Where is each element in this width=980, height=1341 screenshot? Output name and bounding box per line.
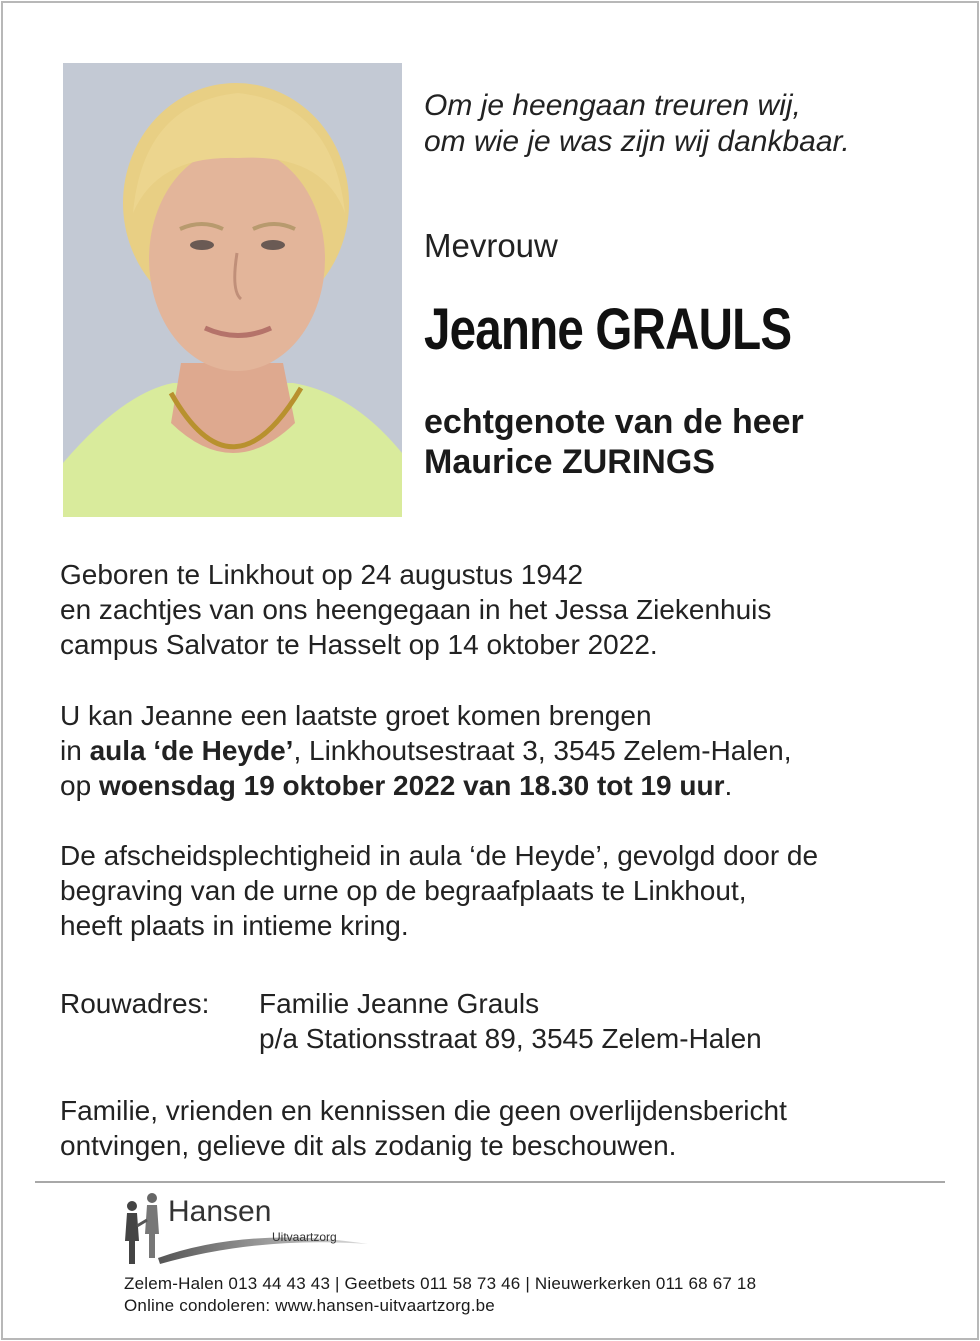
visitation-line-2 <box>60 733 792 768</box>
notice-paragraph <box>60 1093 787 1163</box>
online-condolences: Online condoleren: www.hansen-uitvaartzorg.be <box>124 1296 495 1315</box>
memorial-quote <box>424 88 850 160</box>
spouse-line-1: echtgenote van de heer <box>424 403 804 441</box>
quote-line-2: om wie je was zijn wij dankbaar. <box>424 125 850 158</box>
funeral-home-subtitle: Uitvaartzorg <box>272 1230 337 1244</box>
visitation-address: , Linkhoutsestraat 3, 3545 Zelem-Halen, <box>293 735 792 766</box>
notice-line-2: ontvingen, gelieve dit als zodanig te beschouwen. <box>60 1130 677 1161</box>
ceremony-paragraph <box>60 838 818 943</box>
quote-line-1: Om je heengaan treuren wij, <box>424 89 801 122</box>
honorific: Mevrouw <box>424 227 558 264</box>
visitation-line-1: U kan Jeanne een laatste groet komen brengen <box>60 700 652 731</box>
spouse-line-2: Maurice ZURINGS <box>424 443 715 481</box>
ceremony-line-3: heeft plaats in intieme kring. <box>60 910 409 941</box>
notice-line-1: Familie, vrienden en kennissen die geen overlijdensbericht <box>60 1095 787 1126</box>
visitation-date-prefix: op <box>60 770 99 801</box>
contact-numbers: Zelem-Halen 013 44 43 43 | Geetbets 011 58 73 46 | Nieuwerkerken 011 68 67 18 <box>124 1274 757 1293</box>
portrait-illustration <box>63 63 402 517</box>
birth-death-paragraph <box>60 557 771 662</box>
birth-line-3: campus Salvator te Hasselt op 14 oktober 2022. <box>60 629 658 660</box>
address-line-2: p/a Stationsstraat 89, 3545 Zelem-Halen <box>259 1023 762 1054</box>
visitation-date-suffix: . <box>724 770 733 801</box>
birth-line-1: Geboren te Linkhout op 24 augustus 1942 <box>60 559 584 590</box>
portrait-photo <box>63 63 402 517</box>
visitation-prefix: in <box>60 735 90 766</box>
visitation-paragraph <box>60 698 792 803</box>
ceremony-line-2: begraving van de urne op de begraafplaats te Linkhout, <box>60 875 747 906</box>
spouse-info <box>424 402 804 482</box>
visitation-line-3 <box>60 768 792 803</box>
address-label: Rouwadres: <box>60 988 210 1019</box>
deceased-name: Jeanne GRAULS <box>424 297 792 362</box>
mourning-address <box>259 986 762 1056</box>
birth-line-2: en zachtjes van ons heengegaan in het Jessa Ziekenhuis <box>60 594 772 625</box>
visitation-datetime: woensdag 19 oktober 2022 van 18.30 tot 19 uur <box>98 770 725 801</box>
funeral-home-name: Hansen <box>168 1195 272 1228</box>
ceremony-line-1: De afscheidsplechtigheid in aula ‘de Heyde’, gevolgd door de <box>60 840 819 871</box>
visitation-venue: aula ‘de Heyde’ <box>89 735 294 766</box>
footer-divider <box>35 1181 945 1183</box>
address-line-1: Familie Jeanne Grauls <box>259 988 540 1019</box>
